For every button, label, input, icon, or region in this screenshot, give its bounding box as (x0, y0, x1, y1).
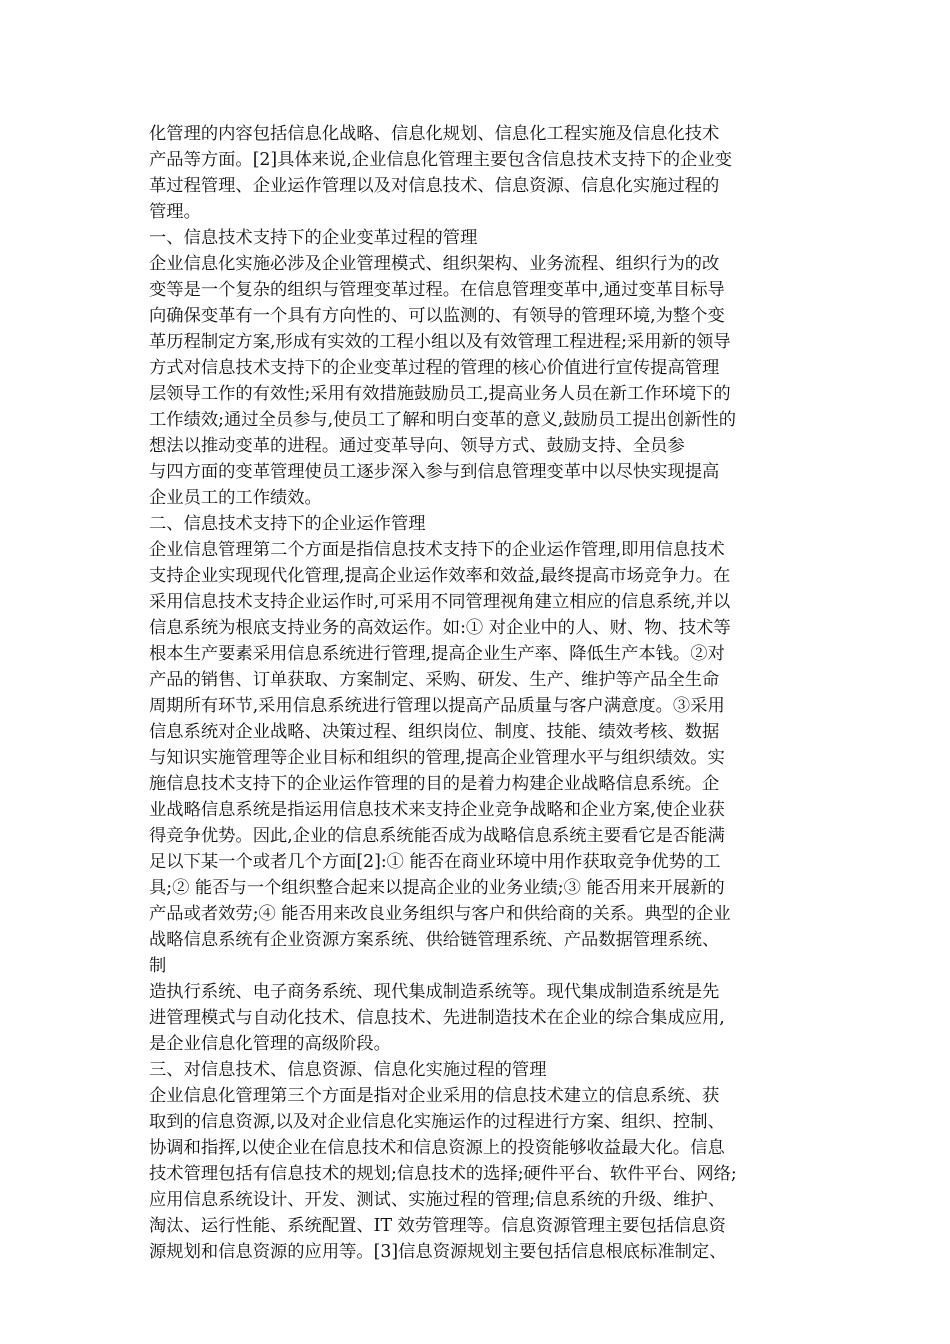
text-line: 产品或者效劳;④ 能否用来改良业务组织与客户和供给商的关系。典型的企业 (149, 904, 731, 924)
text-line: 产品的销售、订单获取、方案制定、采购、研发、生产、维护等产品全生命 (149, 670, 720, 690)
section-heading-1: 一、信息技术支持下的企业变革过程的管理 (149, 228, 478, 248)
text-line: 根本生产要素采用信息系统进行管理,提高企业生产率、降低生产本钱。②对 (149, 644, 725, 664)
text-line: 企业信息管理第二个方面是指信息技术支持下的企业运作管理,即用信息技术 (149, 540, 725, 560)
text-line: 造执行系统、电子商务系统、现代集成制造系统等。现代集成制造系统是先 (149, 982, 720, 1002)
text-line: 信息系统对企业战略、决策过程、组织岗位、制度、技能、绩效考核、数据 (149, 722, 720, 742)
text-line: 具;② 能否与一个组织整合起来以提高企业的业务业绩;③ 能否用来开展新的 (149, 878, 725, 898)
text-line: 周期所有环节,采用信息系统进行管理以提高产品质量与客户满意度。③采用 (149, 696, 725, 716)
document-body (149, 121, 804, 1265)
text-line: 淘汰、运行性能、系统配置、IT 效劳管理等。信息资源管理主要包括信息资 (149, 1216, 726, 1236)
text-line: 源规划和信息资源的应用等。[3]信息资源规划主要包括信息根底标准制定、 (149, 1242, 727, 1262)
text-line: 制 (149, 956, 167, 976)
text-line: 足以下某一个或者几个方面[2]:① 能否在商业环境中用作获取竞争优势的工 (149, 852, 721, 872)
text-line: 取到的信息资源,以及对企业信息化实施运作的过程进行方案、组织、控制、 (149, 1112, 725, 1132)
text-line: 与知识实施管理等企业目标和组织的管理,提高企业管理水平与组织绩效。实 (149, 748, 725, 768)
text-line: 企业信息化管理第三个方面是指对企业采用的信息技术建立的信息系统、获 (149, 1086, 720, 1106)
text-line: 进管理模式与自动化技术、信息技术、先进制造技术在企业的综合集成应用, (149, 1008, 725, 1028)
text-line: 革过程管理、企业运作管理以及对信息技术、信息资源、信息化实施过程的 (149, 176, 720, 196)
text-line: 业战略信息系统是指运用信息技术来支持企业竞争战略和企业方案,使企业获 (149, 800, 725, 820)
text-line: 向确保变革有一个具有方向性的、可以监测的、有领导的管理环境,为整个变 (149, 306, 725, 326)
text-line: 战略信息系统有企业资源方案系统、供给链管理系统、产品数据管理系统、 (149, 930, 720, 950)
text-line: 与四方面的变革管理使员工逐步深入参与到信息管理变革中以尽快实现提高 (149, 462, 720, 482)
text-line: 方式对信息技术支持下的企业变革过程的管理的核心价值进行宣传提高管理 (149, 358, 720, 378)
text-line: 企业员工的工作绩效。 (149, 488, 322, 508)
text-line: 革历程制定方案,形成有实效的工程小组以及有效管理工程进程;采用新的领导 (149, 332, 731, 352)
text-line: 管理。 (149, 202, 201, 222)
section-heading-2: 二、信息技术支持下的企业运作管理 (149, 514, 426, 534)
text-line: 想法以推动变革的进程。通过变革导向、领导方式、鼓励支持、全员参 (149, 436, 685, 456)
text-line: 协调和指挥,以使企业在信息技术和信息资源上的投资能够收益最大化。信息 (149, 1138, 725, 1158)
text-line: 工作绩效;通过全员参与,使员工了解和明白变革的意义,鼓励员工提出创新性的 (149, 410, 737, 430)
text-line: 信息系统为根底支持业务的高效运作。如:① 对企业中的人、财、物、技术等 (149, 618, 731, 638)
text-line: 技术管理包括有信息技术的规划;信息技术的选择;硬件平台、软件平台、网络; (149, 1164, 737, 1184)
text-line: 采用信息技术支持企业运作时,可采用不同管理视角建立相应的信息系统,并以 (149, 592, 731, 612)
section-heading-3: 三、对信息技术、信息资源、信息化实施过程的管理 (149, 1060, 547, 1080)
text-line: 是企业信息化管理的高级阶段。 (149, 1034, 391, 1054)
text-line: 层领导工作的有效性;采用有效措施鼓励员工,提高业务人员在新工作环境下的 (149, 384, 731, 404)
text-line: 化管理的内容包括信息化战略、信息化规划、信息化工程实施及信息化技术 (149, 124, 720, 144)
text-line: 施信息技术支持下的企业运作管理的目的是着力构建企业战略信息系统。企 (149, 774, 720, 794)
text-line: 支持企业实现现代化管理,提高企业运作效率和效益,最终提高市场竞争力。在 (149, 566, 731, 586)
text-line: 产品等方面。[2]具体来说,企业信息化管理主要包含信息技术支持下的企业变 (149, 150, 732, 170)
text-line: 变等是一个复杂的组织与管理变革过程。在信息管理变革中,通过变革目标导 (149, 280, 725, 300)
text-line: 企业信息化实施必涉及企业管理模式、组织架构、业务流程、组织行为的改 (149, 254, 720, 274)
text-line: 应用信息系统设计、开发、测试、实施过程的管理;信息系统的升级、维护、 (149, 1190, 726, 1210)
text-line: 得竞争优势。因此,企业的信息系统能否成为战略信息系统主要看它是否能满 (149, 826, 725, 846)
